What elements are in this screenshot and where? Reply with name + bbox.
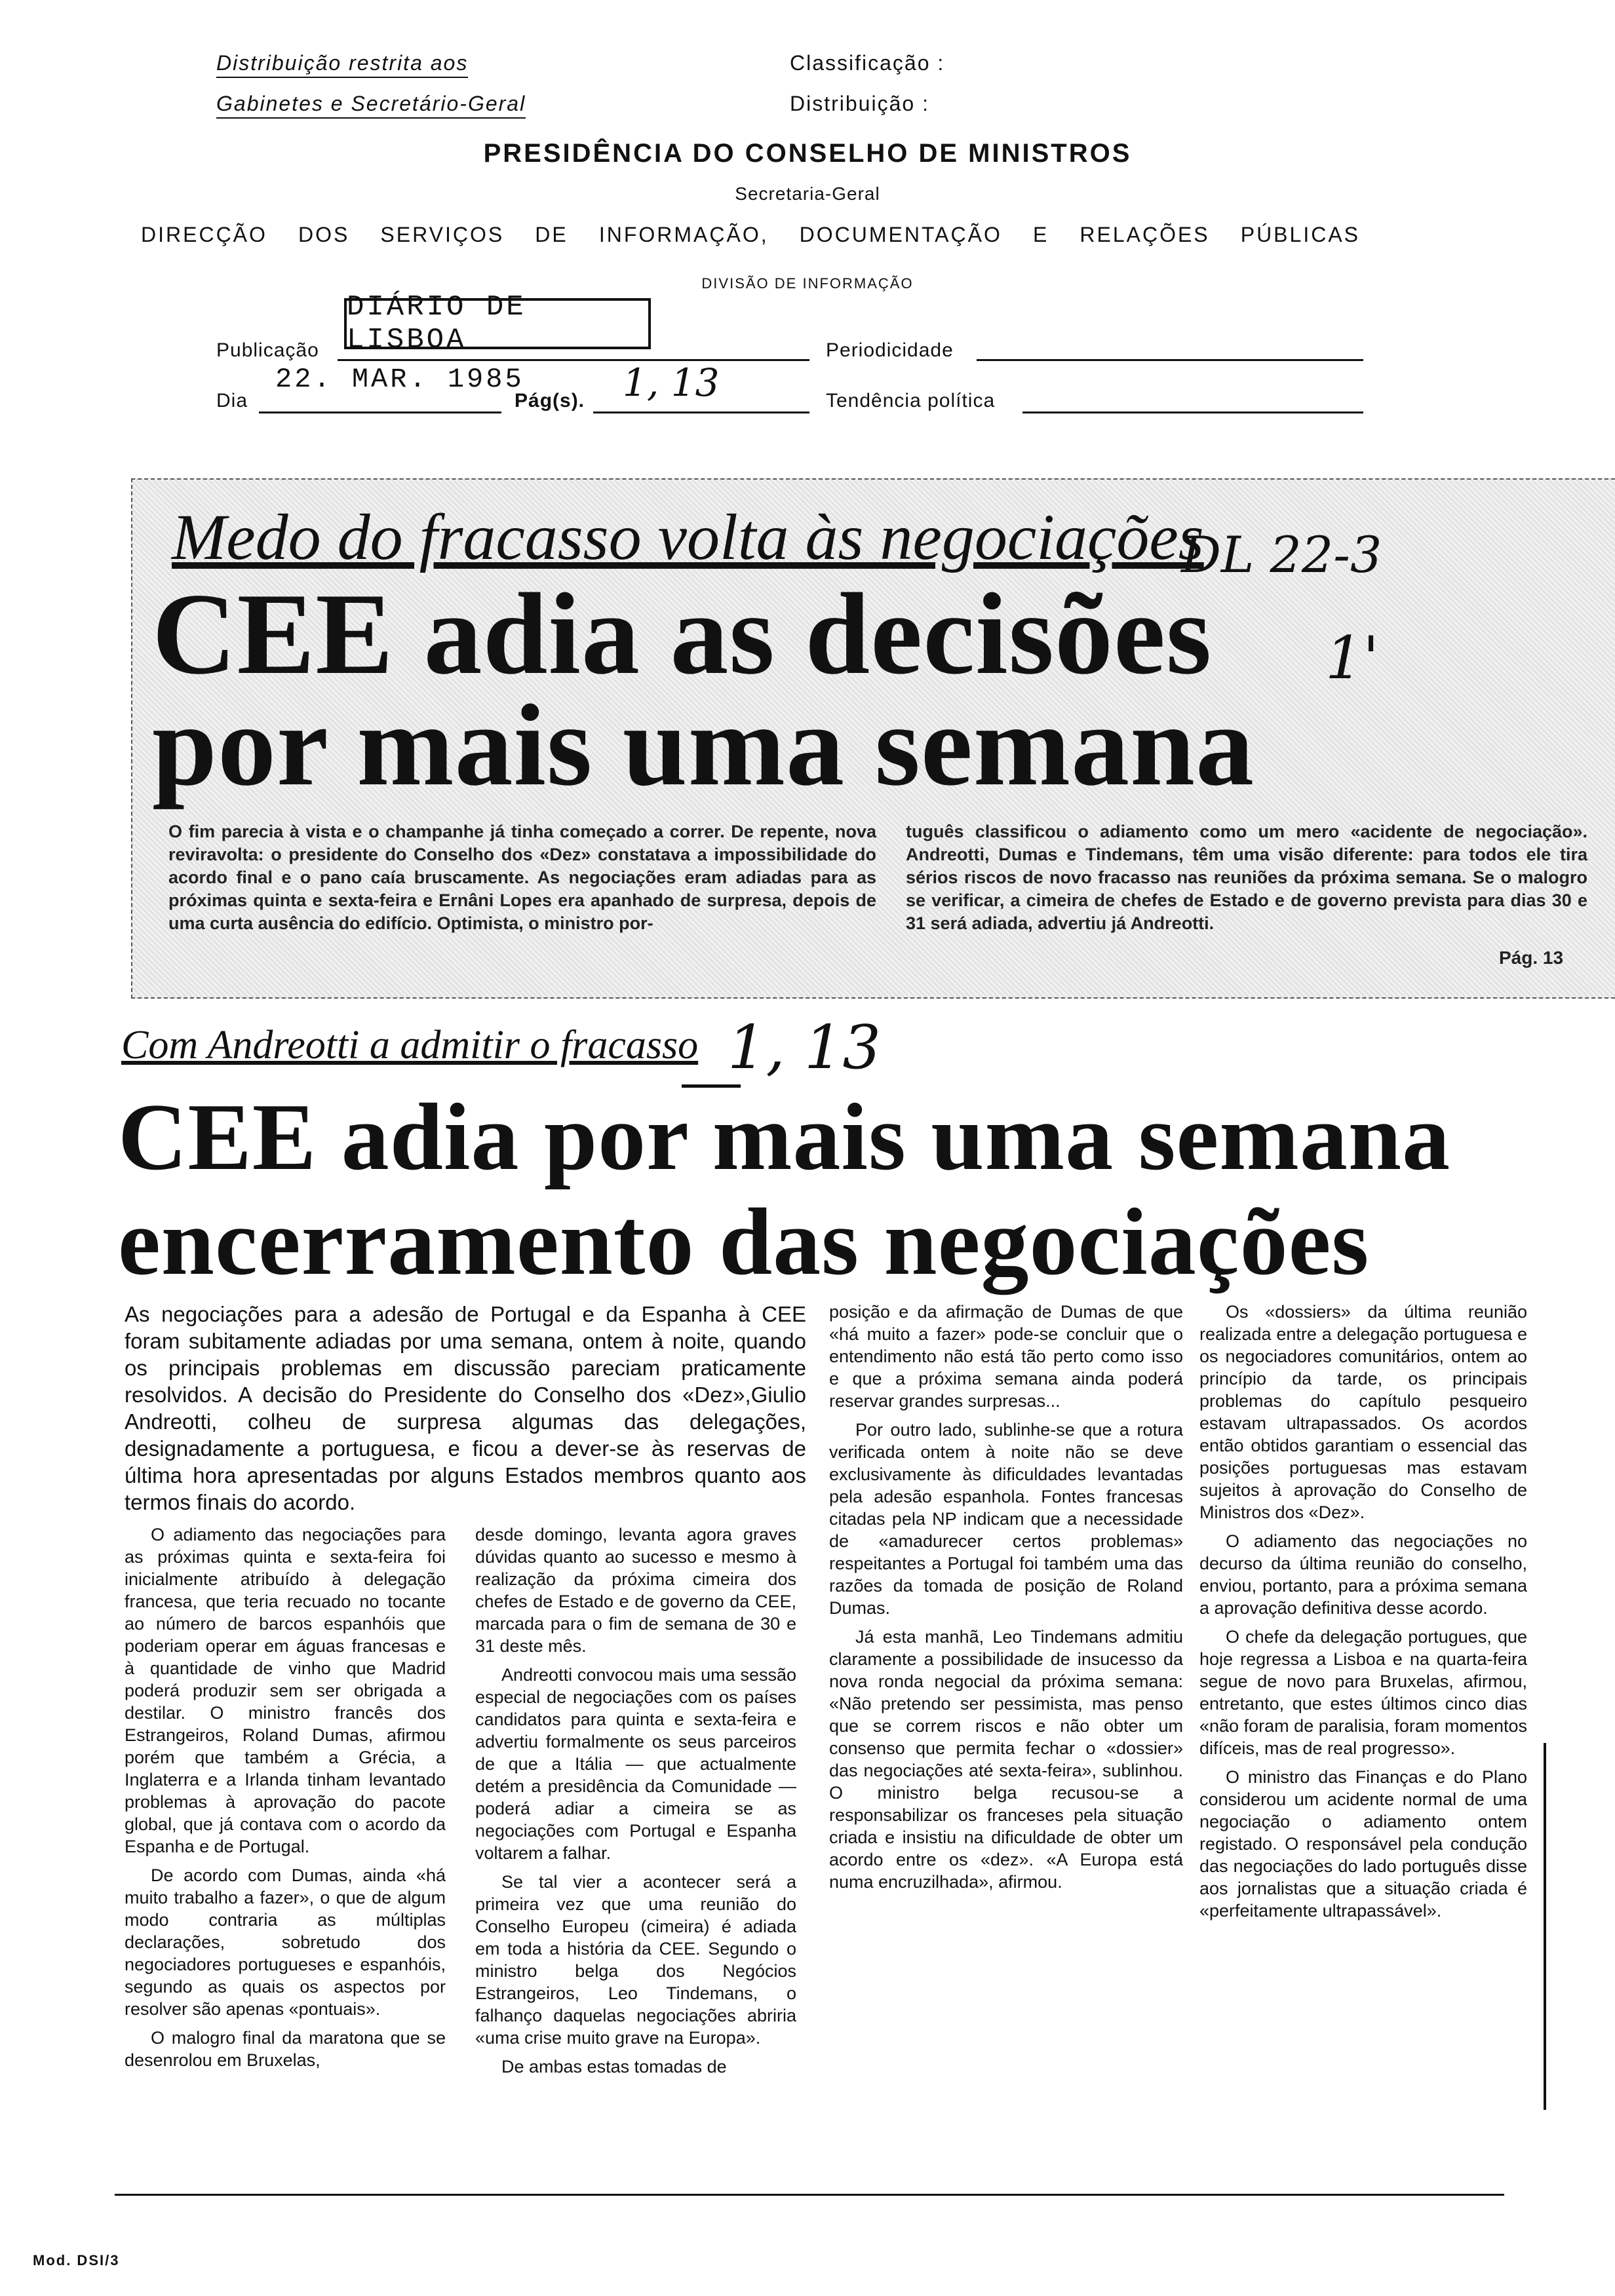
clipping-kicker: Medo do fracasso volta às negociações <box>172 501 1204 573</box>
article-headline-line1: CEE adia por mais uma semana <box>118 1084 1451 1190</box>
classification-label: Classificação : <box>790 51 945 75</box>
article-kicker: Com Andreotti a admitir o fracasso <box>121 1023 699 1067</box>
directorate-title: DIRECÇÃO DOS SERVIÇOS DE INFORMAÇÃO, DOCUMENTAÇÃO E RELAÇÕES PÚBLICAS <box>141 223 1360 246</box>
handwritten-mark: 1' <box>1325 624 1380 693</box>
column-1-paragraph: De acordo com Dumas, ainda «há muito trabalho a fazer», o que de algum modo contraria as múltiplas declarações, sobretudo dos negociadores portugueses e espanhóis, segundo as quais os aspectos por resolver são apenas «pontuais». <box>125 1866 446 2019</box>
column-4-paragraph: O adiamento das negociações no decurso da última reunião do conselho, enviou, portanto, para a próxima semana a aprovação definitiva desse acordo. <box>1199 1531 1527 1618</box>
restricted-distribution-line2: Gabinetes e Secretário-Geral <box>216 92 526 119</box>
pages-line <box>593 411 809 413</box>
column-2-paragraph: Andreotti convocou mais uma sessão especial de negociações com os países candidatos para quinta e sexta-feira e advertiu formalmente os seus parceiros de que a Itália — que actualmente detém a presidência da Comunidade — poderá adiar a cimeira se as negociações com Portugal e Espanha voltarem a falhar. <box>475 1665 796 1863</box>
restricted-distribution-line1: Distribuição restrita aos <box>216 51 468 78</box>
article-column-4 <box>1199 1301 1527 1928</box>
column-4-paragraph: O ministro das Finanças e do Plano considerou um acidente normal de uma negociação o adiamento ontem registado. O responsável pela condução das negociações do lado português disse aos jornalistas que a situação criada é «perfeitamente ultrapassável». <box>1199 1767 1527 1921</box>
column-3-paragraph: Já esta manhã, Leo Tindemans admitiu claramente a possibilidade de insucesso da nova ronda negocial da próxima semana: «Não pretendo ser pessimista, mas penso que se correm riscos e não obter um consenso que permita fechar o «dossier» das negociações até sexta-feira», sublinhou. O ministro belga recusou-se a responsabilizar os franceses pela situação criada e insistiu na dificuldade de obter um acordo entre os «dez». «A Europa está numa encruzilhada», afirmou. <box>829 1627 1183 1892</box>
article-column-1 <box>125 1523 446 2078</box>
column-2-paragraph: desde domingo, levanta agora graves dúvidas quanto ao sucesso e mesmo à realização da próxima cimeira dos chefes de Estado e de governo da CEE, marcada para o fim de semana de 30 e 31 deste mês. <box>475 1525 796 1656</box>
form-code: Mod. DSI/3 <box>33 2252 120 2268</box>
article-lead: As negociações para a adesão de Portugal e da Espanha à CEE foram subitamente adiadas por uma semana, ontem à noite, quando os principais problemas em discussão pareciam praticamente resolvidos. A decisão do Presidente do Conselho dos «Dez»,Giulio Andreotti, colheu de surpresa algumas das delegações, designadamente a portuguesa, e ficou a dever-se às reservas de última hora apresentadas por alguns Estados membros quanto aos termos finais do acordo. <box>125 1302 806 1514</box>
day-label: Dia <box>216 390 248 411</box>
column-1-paragraph: O adiamento das negociações para as próximas quinta e sexta-feira foi inicialmente atribuído à delegação francesa, que teria recuado no tocante ao número de barcos espanhóis que poderiam operar em águas francesas e à quantidade de vinho que Madrid poderá produzir sem ser obrigada a destilar. O ministro francês dos Estrangeiros, Roland Dumas, afirmou porém que também a Grécia, a Inglaterra e a Irlanda tinham levantado problemas à aprovação do pacote global, que já contava com o acordo da Espanha e de Portugal. <box>125 1525 446 1856</box>
distribution-label: Distribuição : <box>790 92 929 115</box>
article-column-2 <box>475 1523 796 2084</box>
tendency-line <box>1022 411 1363 413</box>
column-4-paragraph: O chefe da delegação portugues, que hoje regressa a Lisboa e na quarta-feira segue de novo para Bruxelas, afirmou, entretanto, que estes últimos cinco dias «não foram de paralisia, foram momentos difíceis, mas de real progresso». <box>1199 1627 1527 1758</box>
clipping-headline-line1: CEE adia as decisões <box>152 569 1213 698</box>
column-3-paragraph: Por outro lado, sublinhe-se que a rotura verificada ontem à noite não se deve exclusivamente às dificuldades levantadas pela adesão espanhola. Fontes francesas citadas pela NP indicam que a necessidade de «amadurecer certos problemas» respeitantes a Portugal foi também uma das razões da tomada de posição de Roland Dumas. <box>829 1420 1183 1618</box>
column-4-paragraph: Os «dossiers» da última reunião realizada entre a delegação portuguesa e os negociadores comunitários, ontem ao princípio da tarde, os principais problemas do capítulo pesqueiro estavam ultrapassados. Os acordos então obtidos garantiam o essencial das posições portuguesas mas estavam sujeitos à aprovação do Conselho de Ministros dos «Dez». <box>1199 1302 1527 1522</box>
division-title: DIVISÃO DE INFORMAÇÃO <box>701 275 914 292</box>
publication-label: Publicação <box>216 339 319 361</box>
bottom-rule <box>115 2194 1504 2196</box>
publication-value: DIÁRIO DE LISBOA <box>347 291 526 356</box>
front-page-clipping <box>131 478 1615 999</box>
publication-line <box>338 359 809 361</box>
column-2-paragraph: Se tal vier a acontecer será a primeira vez que uma reunião do Conselho Europeu (cimeira) é adiada em toda a história da CEE. Segundo o ministro belga dos Negócios Estrangeiros, Leo Tindemans, o falhanço daquelas negociações abriria «uma crise muito grave na Europa». <box>475 1872 796 2048</box>
tendency-label: Tendência política <box>826 390 996 411</box>
article-column-3 <box>829 1301 1183 1900</box>
clipping-lead-col1: O fim parecia à vista e o champanhe já tinha começado a correr. De repente, nova reviravolta: o presidente do Conselho dos «Dez» constatava a impossibilidade do acordo final e o pano caía bruscamente. As negociações eram adiadas para as próximas quinta e sexta-feira e Ernâni Lopes era apanhado de surpresa, depois de uma curta ausência do edifício. Optimista, o ministro por- <box>168 822 876 933</box>
pages-label: Pág(s). <box>515 390 585 411</box>
periodicity-label: Periodicidade <box>826 339 954 361</box>
article-headline-line2: encerramento das negociações <box>118 1189 1370 1295</box>
column-2-paragraph: De ambas estas tomadas de <box>501 2057 727 2076</box>
handwritten-reference: DL 22-3 <box>1181 526 1382 584</box>
column-3-paragraph: posição e da afirmação de Dumas de que «há muito a fazer» pode-se concluir que o entendimento não está tão perto como isso e que a próxima semana ainda poderá reservar grandes surpresas... <box>829 1302 1183 1411</box>
pages-value: 1, 13 <box>623 360 720 405</box>
day-value: 22. MAR. 1985 <box>275 364 524 395</box>
clipping-page-ref: Pág. 13 <box>1499 947 1564 968</box>
clipping-headline-line2: por mais uma semana <box>152 680 1255 810</box>
publication-stamp <box>344 291 651 356</box>
column-1-paragraph: O malogro final da maratona que se desenrolou em Bruxelas, <box>125 2028 446 2070</box>
periodicity-line <box>977 359 1363 361</box>
handwritten-page: 1, 13 <box>728 1012 882 1082</box>
margin-mark <box>1544 1743 1546 2110</box>
institution-title: PRESIDÊNCIA DO CONSELHO DE MINISTROS <box>483 139 1132 168</box>
day-line <box>259 411 501 413</box>
clipping-lead-col2: tuguês classificou o adiamento como um mero «acidente de negociação». Andreotti, Dumas e Tindemans, têm uma visão diferente: para todos ele tira sérios riscos de novo fracasso nas reuniões da próxima semana. Se o malogro se verificar, a cimeira de chefes de Estado e de governo prevista para dias 30 e 31 será adiada, advertiu já Andreotti. <box>906 822 1587 933</box>
department-title: Secretaria-Geral <box>735 183 880 204</box>
